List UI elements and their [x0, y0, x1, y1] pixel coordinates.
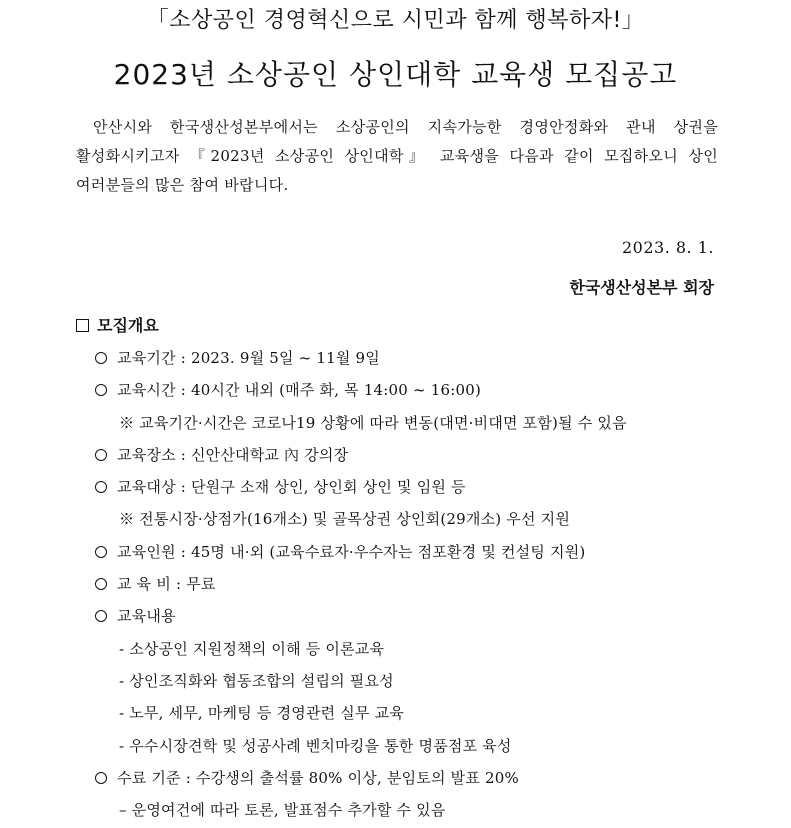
list-item [0, 764, 791, 796]
item-time: 교육시간 : 40시간 내외 (매주 화, 목 14:00 ~ 16:00) [117, 381, 482, 400]
page-title: 2023년 소상공인 상인대학 교육생 모집공고 [113, 58, 678, 91]
circle-bullet-icon [95, 610, 107, 622]
list-item [0, 376, 791, 408]
announcement-date: 2023. 8. 1. [621, 238, 714, 257]
item-capacity: 교육인원 : 45명 내·외 (교육수료자·우수자는 점포환경 및 컨설팅 지원) [117, 542, 586, 561]
item-place: 교육장소 : 신안산대학교 內 강의장 [117, 445, 349, 464]
circle-bullet-icon [95, 449, 107, 461]
list-item [0, 602, 791, 634]
item-time-note: ※ 교육기간·시간은 코로나19 상황에 따라 변동(대면·비대면 포함)될 수 있음 [119, 413, 627, 432]
item-fee: 교 육 비 : 무료 [117, 575, 216, 594]
item-target-note: ※ 전통시장·상점가(16개소) 및 골목상권 상인회(29개소) 우선 지원 [119, 510, 571, 529]
content-item [0, 667, 791, 699]
content-item [0, 699, 791, 731]
item-content-label: 교육내용 [117, 607, 176, 626]
circle-bullet-icon [95, 384, 107, 396]
content-item [0, 732, 791, 764]
circle-bullet-icon [95, 578, 107, 590]
content-item-text: - 노무, 세무, 마케팅 등 경영관련 실무 교육 [119, 704, 405, 723]
list-item [0, 441, 791, 473]
content-item-text: - 상인조직화와 협동조합의 설립의 필요성 [119, 671, 394, 690]
issuer: 한국생산성본부 회장 [569, 278, 714, 297]
circle-bullet-icon [95, 772, 107, 784]
intro-paragraph: 안산시와 한국생산성본부에서는 소상공인의 지속가능한 경영안정화와 관내 상권을 활성화시키고자 『2023년 소상공인 상인대학』 교육생을 다음과 같이 모집하오니 상인 여러분들의 많은 참여 바랍니다. [76, 118, 718, 194]
recruitment-overview [0, 344, 791, 828]
content-item [0, 635, 791, 667]
list-note [0, 505, 791, 537]
circle-bullet-icon [95, 546, 107, 558]
list-note [0, 409, 791, 441]
list-note [0, 796, 791, 828]
list-item [0, 538, 791, 570]
circle-bullet-icon [95, 352, 107, 364]
item-completion-note: – 운영여건에 따라 토론, 발표점수 추가할 수 있음 [119, 801, 446, 820]
item-period: 교육기간 : 2023. 9월 5일 ~ 11월 9일 [117, 349, 380, 367]
section-title: 모집개요 [97, 316, 159, 335]
circle-bullet-icon [95, 481, 107, 493]
square-bullet-icon [76, 319, 89, 332]
slogan: 「소상공인 경영혁신으로 시민과 함께 행복하자!」 [146, 8, 645, 33]
section-heading [76, 314, 159, 338]
list-item [0, 344, 791, 376]
content-item-text: - 우수시장견학 및 성공사례 벤치마킹을 통한 명품점포 육성 [119, 736, 512, 755]
list-item [0, 473, 791, 505]
item-target: 교육대상 : 단원구 소재 상인, 상인회 상인 및 임원 등 [117, 478, 466, 497]
content-item-text: - 소상공인 지원정책의 이해 등 이론교육 [119, 639, 385, 658]
item-completion: 수료 기준 : 수강생의 출석률 80% 이상, 분임토의 발표 20% [117, 768, 519, 787]
list-item [0, 570, 791, 602]
